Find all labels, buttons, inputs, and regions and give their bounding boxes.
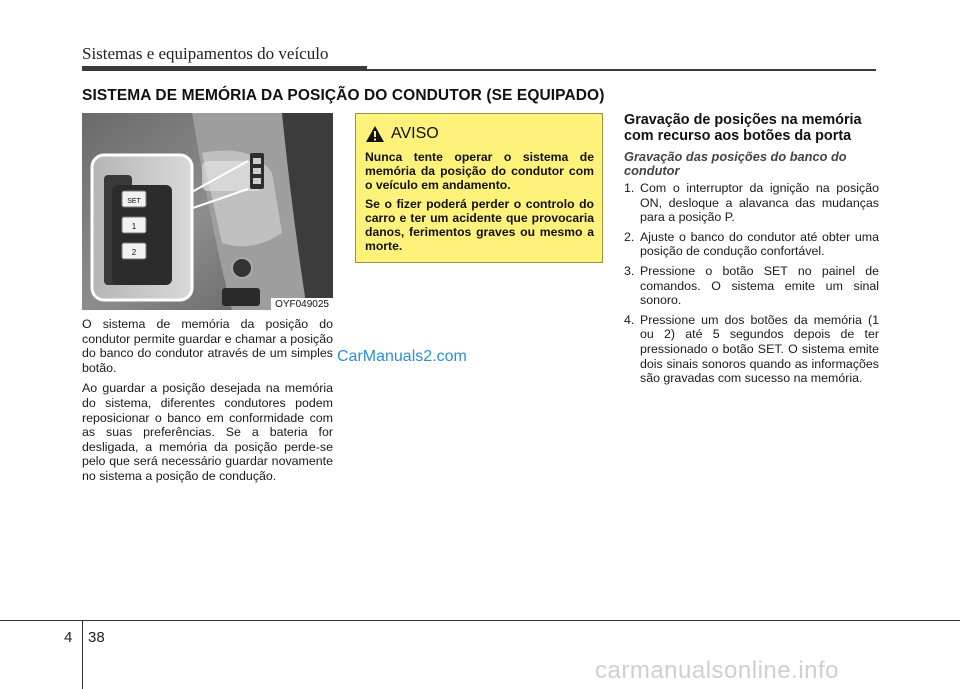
page-number: 38: [88, 629, 105, 646]
header-rule-thick: [82, 66, 367, 71]
section-title: SISTEMA DE MEMÓRIA DA POSIÇÃO DO CONDUTOR (SE EQUIPADO): [82, 87, 605, 104]
warning-header: [365, 124, 594, 144]
svg-text:1: 1: [131, 222, 137, 231]
warning-paragraph: Nunca tente operar o sistema de memória da posição do condutor com o veículo em andamento.: [365, 150, 594, 193]
svg-text:2: 2: [131, 248, 137, 257]
chapter-number: 4: [64, 629, 73, 646]
figure-code: OYF049025: [271, 298, 333, 310]
list-item: 1. Com o interruptor da ignição na posição ON, desloque a alavanca das mudanças para a posição P.: [624, 181, 879, 225]
procedure-steps: [624, 181, 879, 386]
intro-text: [82, 317, 333, 490]
warning-title: AVISO: [391, 125, 439, 142]
door-panel-illustration: [82, 113, 333, 310]
procedure-subheading: Gravação das posições do banco do condutor: [624, 149, 847, 178]
running-title: Sistemas e equipamentos do veículo: [82, 44, 329, 63]
footer-rule: [0, 620, 960, 621]
footer-site-watermark[interactable]: carmanualsonline.info: [595, 657, 839, 684]
warning-box: [355, 113, 603, 263]
intro-paragraph: Ao guardar a posição desejada na memória do sistema, diferentes condutores podem reposicionar o banco em conformidade com as suas preferências. Se a bateria for desligada, a memória da posição perde-se pelo que será necessário guardar novamente no sistema a posição de condução.: [82, 381, 333, 483]
svg-text:SET: SET: [127, 198, 141, 205]
footer-divider: [82, 620, 83, 689]
intro-paragraph: O sistema de memória da posição do condutor permite guardar e chamar a posição do banco do condutor através de um simples botão.: [82, 317, 333, 375]
list-item: 4. Pressione um dos botões da memória (1 ou 2) até 5 segundos depois de ter pressionado o botão SET. O sistema emite dois sinais sonoros quando as informações são gravadas com sucesso na memória.: [624, 312, 879, 386]
procedure-section: [624, 113, 879, 391]
list-item: 3. Pressione o botão SET no painel de comandos. O sistema emite um sinal sonoro.: [624, 263, 879, 308]
watermark-link[interactable]: CarManuals2.com: [337, 348, 467, 365]
list-item: 2. Ajuste o banco do condutor até obter uma posição de condução confortável.: [624, 229, 879, 259]
warning-triangle-icon: [365, 125, 385, 143]
procedure-heading: Gravação de posições na memória com recurso aos botões da porta: [624, 112, 862, 144]
header-rule-thin: [367, 69, 876, 71]
warning-paragraph: Se o fizer poderá perder o controlo do carro e ter um acidente que provocaria danos, ferimentos graves ou mesmo a morte.: [365, 196, 594, 254]
door-memory-buttons-photo: [82, 113, 333, 310]
